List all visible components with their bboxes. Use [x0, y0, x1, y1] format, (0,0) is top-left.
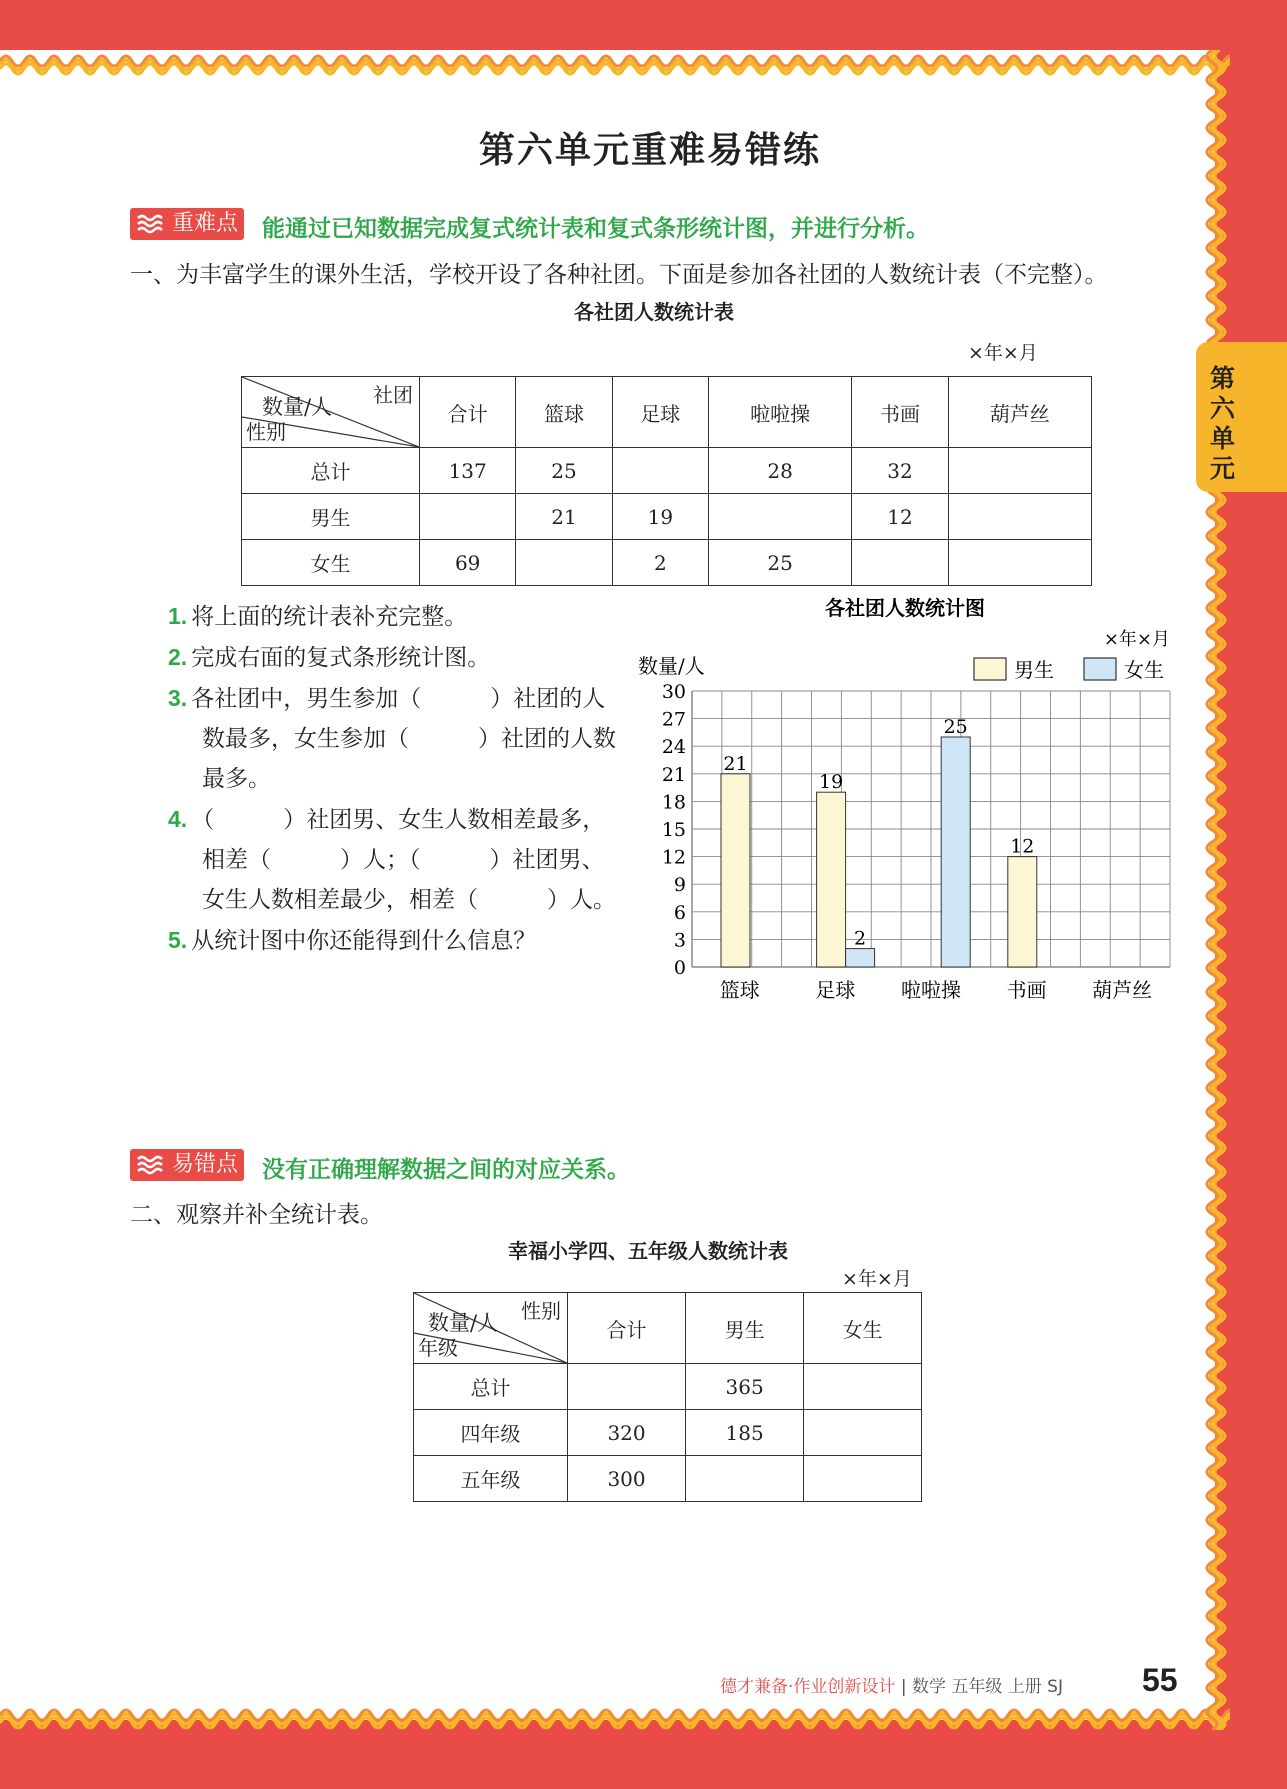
table-1-title: 各社团人数统计表 — [574, 300, 734, 324]
table-row — [242, 448, 1092, 494]
key-point-badge — [130, 208, 244, 240]
bar-boys — [1008, 857, 1037, 967]
subquestion-number: 2. — [168, 644, 188, 670]
page-number: 55 — [1142, 1662, 1178, 1698]
table-cell[interactable]: 25 — [516, 448, 612, 494]
corner-top-right-label: 性别 — [521, 1299, 561, 1323]
subquestion-number: 4. — [168, 806, 188, 832]
table-row — [414, 1456, 922, 1502]
row-label: 五年级 — [414, 1456, 568, 1502]
table-cell[interactable]: 69 — [420, 540, 516, 586]
subquestion-text: （ ）社团男、女生人数相差最多，相差（ ）人；（ ）社团男、女生人数相差最少，相差（ ）人。 — [191, 807, 616, 913]
error-point-badge — [130, 1149, 244, 1181]
legend-label: 男生 — [1014, 658, 1054, 682]
legend-label: 女生 — [1124, 658, 1164, 682]
row-label: 四年级 — [414, 1410, 568, 1456]
table-cell[interactable]: 185 — [686, 1410, 804, 1456]
subquestion-text: 从统计图中你还能得到什么信息？ — [191, 928, 537, 954]
right-wave-border — [1196, 50, 1236, 1730]
table-2-title: 幸福小学四、五年级人数统计表 — [508, 1239, 788, 1263]
bar-boys — [721, 774, 750, 967]
table-cell[interactable] — [420, 494, 516, 540]
column-header: 书画 — [852, 377, 948, 448]
corner-bottom-left-label: 年级 — [418, 1336, 458, 1360]
key-point-badge-label: 重难点 — [172, 211, 239, 236]
table-cell[interactable]: 365 — [686, 1364, 804, 1410]
y-tick-label: 30 — [661, 681, 686, 703]
bar-value-label: 12 — [1010, 835, 1035, 858]
y-tick-label: 21 — [661, 763, 686, 786]
subquestion-text: 将上面的统计表补充完整。 — [191, 604, 468, 630]
table-cell[interactable] — [948, 494, 1091, 540]
subquestion-5 — [168, 920, 618, 961]
top-wave-line — [0, 56, 1230, 66]
footer-brand: 德才兼备·作业创新设计 — [720, 1677, 896, 1697]
top-wave-border — [0, 46, 1230, 84]
x-tick-label: 书画 — [1006, 978, 1047, 1002]
table-cell[interactable] — [804, 1410, 922, 1456]
column-header: 足球 — [612, 377, 708, 448]
footer-divider: | — [900, 1677, 907, 1697]
bar-value-label: 21 — [723, 752, 748, 775]
table-cell[interactable]: 320 — [568, 1410, 686, 1456]
table-cell[interactable]: 32 — [852, 448, 948, 494]
column-header: 合计 — [568, 1293, 686, 1364]
subquestion-list — [168, 596, 618, 961]
bottom-wave-line — [0, 1710, 1230, 1720]
table-cell[interactable] — [568, 1364, 686, 1410]
subquestion-text: 各社团中，男生参加（ ）社团的人数最多，女生参加（ ）社团的人数最多。 — [191, 686, 616, 792]
table-cell[interactable]: 21 — [516, 494, 612, 540]
corner-bottom-left-label: 性别 — [246, 420, 286, 444]
table-1-date: ×年×月 — [968, 342, 1038, 364]
y-tick-label: 9 — [673, 874, 686, 897]
footer-details: 数学 五年级 上册 SJ — [911, 1677, 1063, 1697]
bar-value-label: 2 — [854, 927, 867, 950]
y-tick-label: 15 — [661, 819, 686, 841]
table-cell[interactable] — [804, 1456, 922, 1502]
subquestion-text: 完成右面的复式条形统计图。 — [191, 645, 491, 671]
table-cell[interactable] — [708, 494, 851, 540]
wave-lines-icon — [136, 214, 166, 234]
bar-girls — [941, 737, 970, 967]
question-2-stem: 二、观察并补全统计表。 — [130, 1202, 383, 1228]
y-tick-label: 0 — [673, 957, 686, 979]
table-cell[interactable] — [612, 448, 708, 494]
wave-lines-icon — [136, 1155, 166, 1175]
y-tick-label: 3 — [673, 929, 686, 952]
subquestion-number: 5. — [168, 927, 188, 953]
chart-svg — [630, 595, 1190, 1005]
legend-swatch-girls — [1084, 658, 1116, 680]
row-label: 女生 — [242, 540, 420, 586]
table-cell[interactable] — [516, 540, 612, 586]
table-1-corner-cell — [242, 377, 420, 448]
subquestion-1 — [168, 596, 618, 637]
corner-top-right-label: 社团 — [373, 383, 413, 407]
subquestion-4 — [168, 799, 618, 920]
bar-boys — [817, 792, 846, 967]
table-cell[interactable]: 25 — [708, 540, 851, 586]
column-header: 葫芦丝 — [948, 377, 1091, 448]
footer-info — [720, 1672, 1063, 1697]
bar-girls — [846, 949, 875, 967]
grade-stats-table — [413, 1292, 922, 1502]
x-tick-label: 篮球 — [719, 978, 760, 1002]
corner-middle-label: 数量/人 — [262, 395, 333, 419]
column-header: 篮球 — [516, 377, 612, 448]
column-header: 女生 — [804, 1293, 922, 1364]
table-cell[interactable]: 300 — [568, 1456, 686, 1502]
error-point-badge-label: 易错点 — [172, 1152, 239, 1177]
table-cell[interactable]: 12 — [852, 494, 948, 540]
y-tick-label: 12 — [661, 846, 686, 869]
table-row — [414, 1364, 922, 1410]
subquestion-number: 3. — [168, 685, 188, 711]
club-bar-chart — [630, 595, 1190, 1005]
y-axis-label: 数量/人 — [638, 654, 705, 678]
table-cell[interactable]: 2 — [612, 540, 708, 586]
table-cell[interactable] — [948, 448, 1091, 494]
x-tick-label: 葫芦丝 — [1092, 978, 1153, 1002]
legend-swatch-boys — [974, 658, 1006, 680]
y-tick-label: 18 — [661, 791, 686, 814]
unit-side-tab-label: 第六单元 — [1210, 364, 1236, 483]
table-cell[interactable] — [804, 1364, 922, 1410]
subquestion-3 — [168, 678, 618, 799]
club-stats-table — [241, 376, 1092, 586]
table-cell[interactable] — [852, 540, 948, 586]
x-tick-label: 足球 — [815, 978, 856, 1002]
page-title: 第六单元重难易错练 — [478, 130, 821, 171]
table-cell[interactable] — [948, 540, 1091, 586]
bottom-wave-border — [0, 1700, 1230, 1738]
table-cell[interactable]: 19 — [612, 494, 708, 540]
corner-middle-label: 数量/人 — [428, 1311, 499, 1335]
subquestion-2 — [168, 637, 618, 678]
y-tick-label: 24 — [661, 736, 686, 759]
y-tick-label: 27 — [661, 708, 686, 731]
question-1-stem: 一、为丰富学生的课外生活，学校开设了各种社团。下面是参加各社团的人数统计表（不完整）。 — [130, 262, 1108, 288]
row-label: 总计 — [414, 1364, 568, 1410]
chart-date: ×年×月 — [1103, 629, 1170, 650]
subquestion-number: 1. — [168, 603, 188, 629]
unit-side-tab — [1196, 342, 1287, 492]
table-2-corner-cell — [414, 1293, 568, 1364]
table-cell[interactable]: 137 — [420, 448, 516, 494]
row-label: 男生 — [242, 494, 420, 540]
y-tick-label: 6 — [673, 901, 686, 924]
column-header: 啦啦操 — [708, 377, 851, 448]
bar-value-label: 25 — [943, 716, 968, 738]
bar-value-label: 19 — [819, 771, 844, 794]
chart-title: 各社团人数统计图 — [825, 596, 985, 620]
table-row — [414, 1410, 922, 1456]
table-row — [242, 494, 1092, 540]
key-point-text: 能通过已知数据完成复式统计表和复式条形统计图，并进行分析。 — [262, 216, 929, 242]
column-header: 合计 — [420, 377, 516, 448]
table-cell[interactable] — [686, 1456, 804, 1502]
error-point-text: 没有正确理解数据之间的对应关系。 — [262, 1157, 630, 1183]
table-cell[interactable]: 28 — [708, 448, 851, 494]
x-tick-label: 啦啦操 — [901, 978, 961, 1002]
row-label: 总计 — [242, 448, 420, 494]
table-row — [242, 540, 1092, 586]
column-header: 男生 — [686, 1293, 804, 1364]
table-2-date: ×年×月 — [842, 1268, 912, 1290]
